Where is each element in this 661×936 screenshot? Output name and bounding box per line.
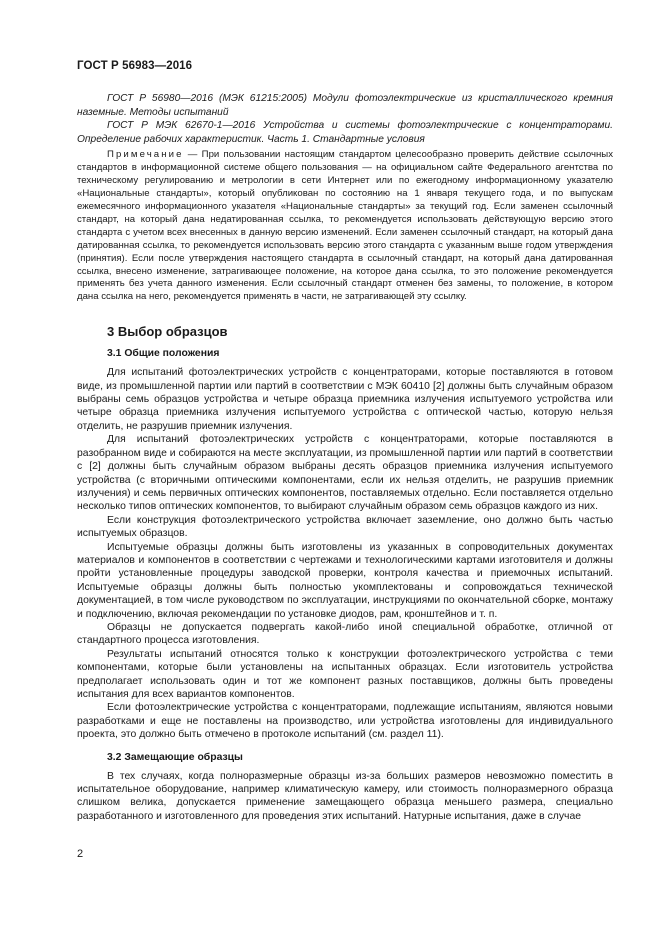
note-dash: — [183, 149, 202, 161]
section-title: 3 Выбор образцов [107, 324, 228, 340]
reference-item: ГОСТ Р МЭК 62670-1—2016 Устройства и системы фотоэлектрические с концентраторами. Определение рабочих характеристик. Часть 1. Стандартные условия [77, 120, 613, 145]
subsection-title: 3.2 Замещающие образцы [107, 751, 243, 763]
subsection-title: 3.1 Общие положения [107, 348, 220, 360]
paragraph: Если фотоэлектрические устройства с концентраторами, подлежащие испытаниям, являются новыми разработками и еще не поставлены на производство, или устройства изготовлены для индивидуального проекта, это должно быть отмечено в протоколе испытаний (см. раздел 11). [77, 702, 613, 741]
page-number: 2 [77, 848, 84, 860]
paragraph: Для испытаний фотоэлектрических устройств с концентраторами, которые поставляются в готовом виде, из промышленной партии или партий в соответствии с МЭК 60410 [2] должны быть случайным образом выбраны семь образцов устройства и четыре образца приемника излучения испытуемого устройства или четыре образца приемника излучения испытуемого устройства с оптической частью, которую нельзя отделить, не разрушив приемник излучения. [77, 367, 613, 432]
paragraph: В тех случаях, когда полноразмерные образцы из-за больших размеров невозможно поместить в испытательное оборудование, например климатическую камеру, или стоимость полноразмерного образца слишком велика, допускается применение замещающего образца меньшего размера, специально разработанного и изготовленного для проведения этих испытаний. Натурные испытания, даже в случае [77, 770, 613, 822]
paragraph: Результаты испытаний относятся только к конструкции фотоэлектрического устройства с теми компонентами, которые были установлены на испытанных образцах. Если изготовитель устройства предполагает использовать один и тот же компонент разных поставщиков, должны быть проведены испытания для всех вариантов компонентов. [77, 648, 613, 700]
paragraph: Если конструкция фотоэлектрического устройства включает заземление, оно должно быть частью испытуемых образцов. [77, 514, 613, 540]
reference-item: ГОСТ Р 56980—2016 (МЭК 61215:2005) Модули фотоэлектрические из кристаллического кремния наземные. Методы испытаний [77, 93, 613, 118]
paragraph: Образцы не допускается подвергать какой-либо иной специальной обработке, отличной от стандартного процесса изготовления. [77, 621, 613, 647]
note-block [77, 149, 613, 304]
paragraph: Испытуемые образцы должны быть изготовлены из указанных в сопроводительных документах материалов и компонентов в соответствии с чертежами и технологическими картами изготовителя и должны пройти установленные процедуры заводской проверки, контроля качества и приемочных испытаний. Испытуемые образцы должны быть полностью укомплектованы и сопровождаться технической документацией, в том числе руководством по эксплуатации, инструкциями по окончательной сборке, монтажу и подключению, включая рекомендации по установке диодов, рам, кронштейнов и т. п. [77, 541, 613, 620]
page-content [77, 92, 613, 823]
note-text: При пользовании настоящим стандартом целесообразно проверить действие ссылочных стандартов в информационной системе общего пользования — на официальном сайте Федерального агентства по техническому регулированию и метрологии в сети Интернет или по ежегодному информационному указателю «Национальные стандарты», который опубликован по состоянию на 1 января текущего года, и по выпускам ежемесячного информационного указателя «Национальные стандарты» за текущий год. Если заменен ссылочный стандарт, на который дана недатированная ссылка, то рекомендуется использовать действующую версию этого стандарта с учетом всех внесенных в данную версию изменений. Если заменен ссылочный стандарт, на который дана датированная ссылка, то рекомендуется использовать версию этого стандарта с указанным выше годом утверждения (принятия). Если после утверждения настоящего стандарта в ссылочный стандарт, на который дана датированная ссылка, внесено изменение, затрагивающее положение, на которое дана ссылка, то это положение рекомендуется применять без учета данного изменения. Если ссылочный стандарт отменен без замены, то положение, в котором дана ссылка на него, рекомендуется применять в части, не затрагивающей эту ссылку. [77, 149, 613, 303]
document-header: ГОСТ Р 56983—2016 [77, 60, 193, 72]
paragraph: Для испытаний фотоэлектрических устройств с концентраторами, которые поставляются в разобранном виде и собираются на месте эксплуатации, из промышленной партии или партий в соответствии с [2] должны быть случайным образом выбраны десять образцов приемника излучения испытуемого устройства (с вторичными оптическими компонентами, если их нельзя отделить, не разрушив приемник излучения) и семь первичных оптических компонентов, поставляемых отдельно. Если поставляется отдельно несколько типов оптических компонентов, то выбирают случайным образом семь образцов каждого из них. [77, 434, 613, 513]
note-label: Примечание [107, 149, 184, 161]
